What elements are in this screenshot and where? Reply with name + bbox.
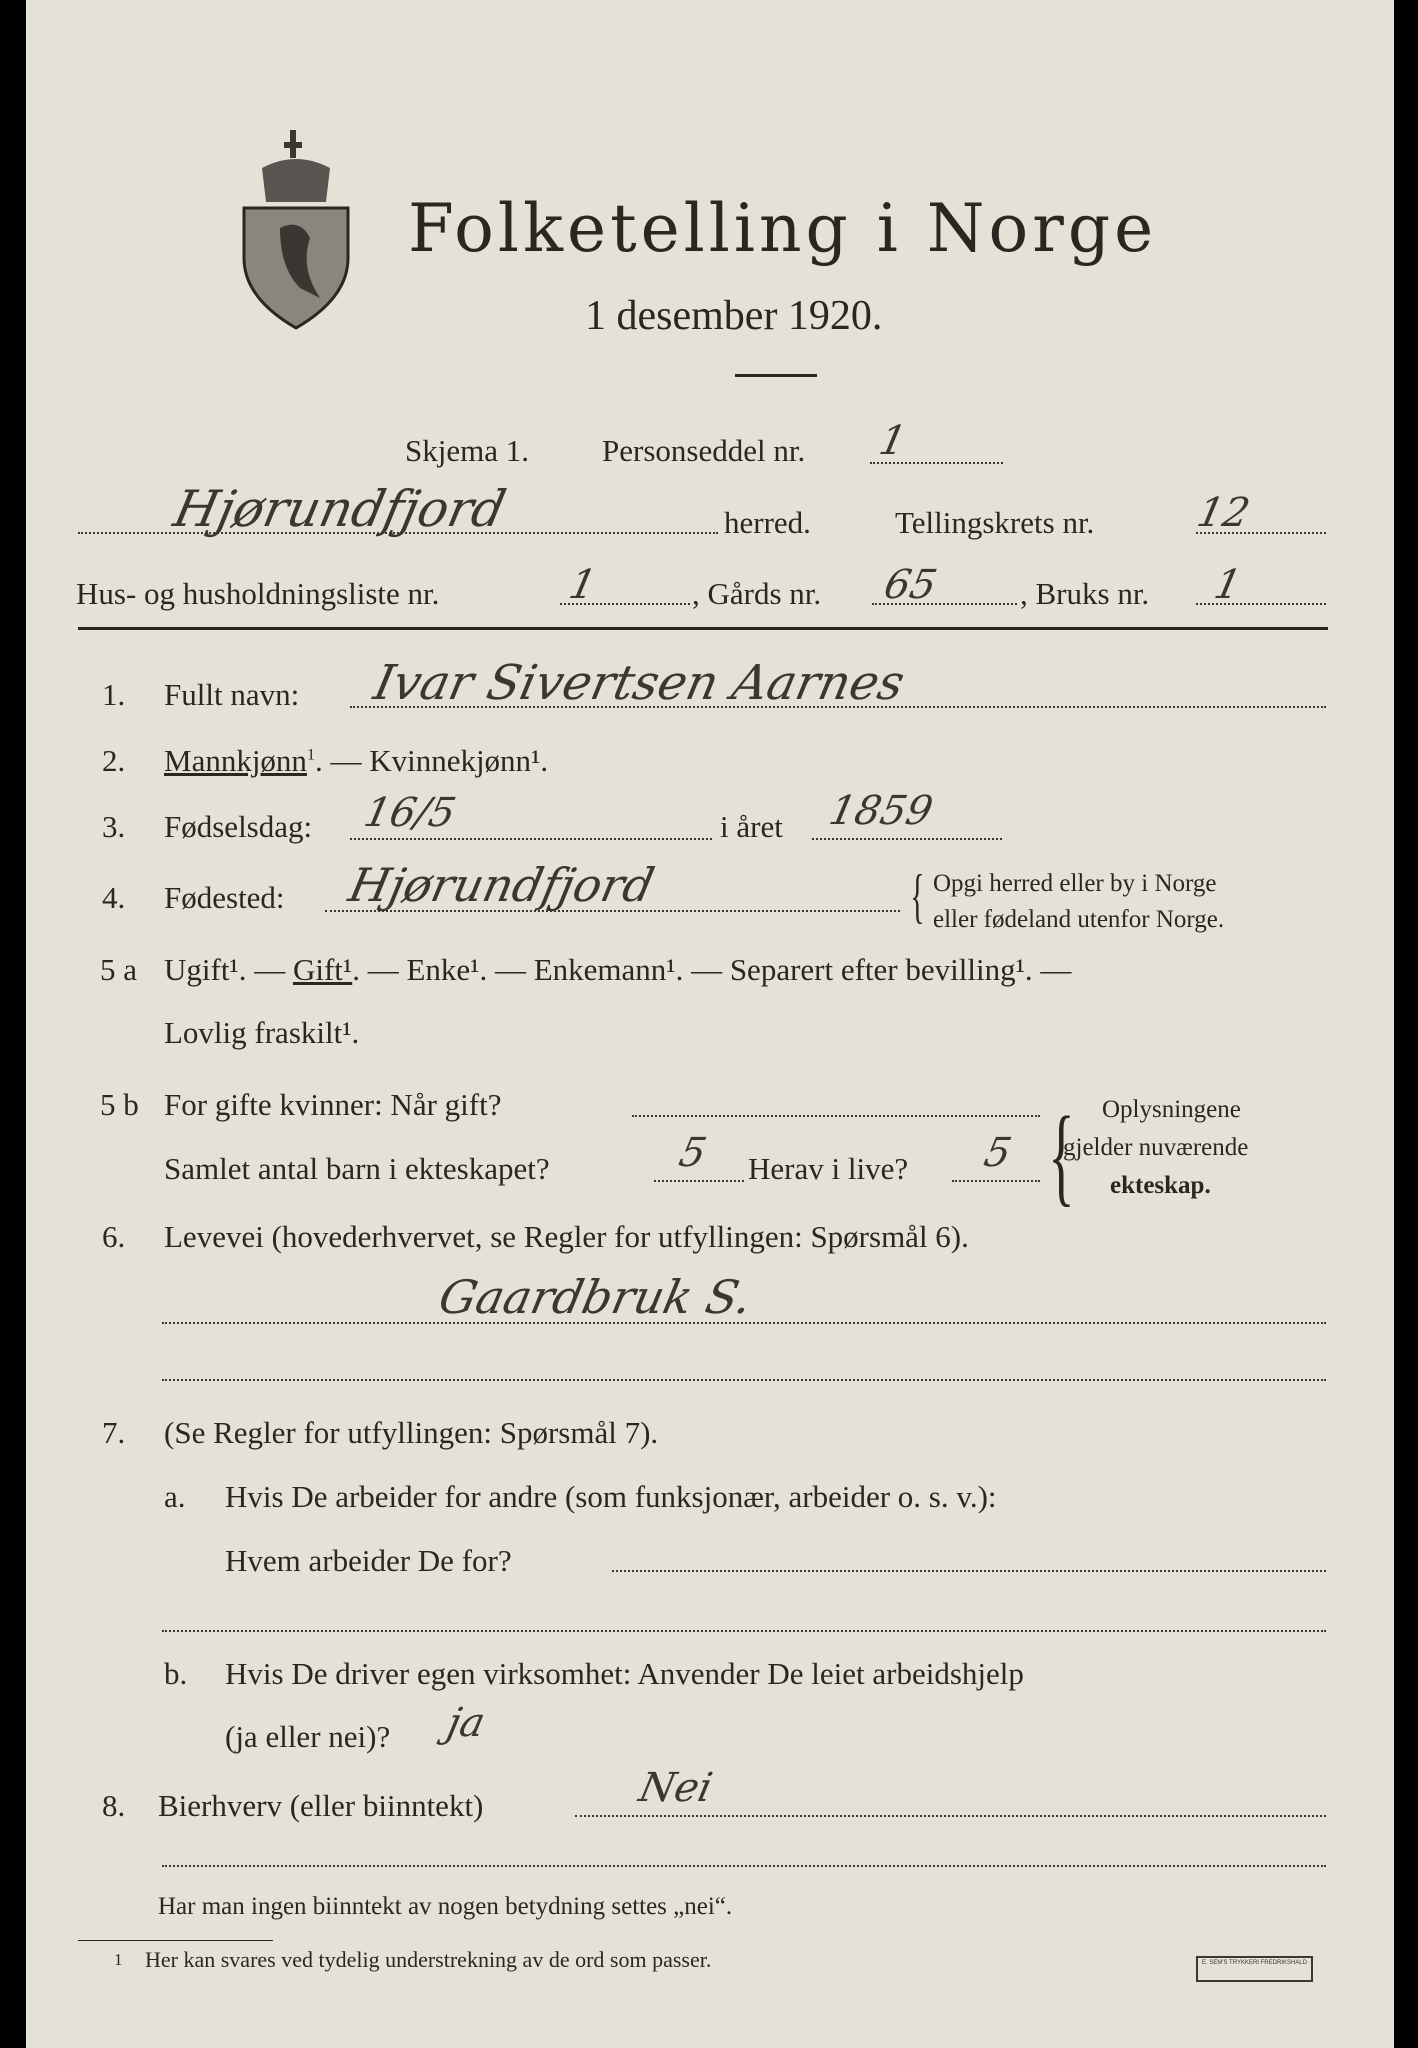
q6-label: Levevei (hovederhvervet, se Regler for utfyllingen: Spørsmål 6).: [164, 1219, 969, 1254]
divider: [735, 374, 817, 377]
fill-line: [812, 838, 1002, 840]
document-title: Folketelling i Norge: [408, 190, 1158, 267]
q5b-number: 5 b: [100, 1087, 139, 1122]
q2-number: 2.: [102, 743, 126, 778]
unmarried-option[interactable]: Ugift¹. —: [164, 952, 293, 987]
side-income-value[interactable]: Nei: [635, 1765, 717, 1811]
q1-label: Fullt navn:: [164, 677, 300, 712]
printer-stamp: E. SEM'S TRYKKERI FREDRIKSHALD: [1196, 1956, 1313, 1982]
skjema-label: Skjema 1.: [405, 433, 529, 468]
footnote-text: Her kan svares ved tydelig understrekning av de ord som passer.: [145, 1947, 712, 1972]
q5a-number: 5 a: [100, 952, 138, 987]
female-option[interactable]: . — Kvinnekjønn¹.: [314, 743, 549, 778]
fill-line: [162, 1630, 1326, 1632]
tellingskrets-value[interactable]: 12: [1193, 490, 1254, 536]
q7-number: 7.: [102, 1415, 126, 1450]
fill-line: [952, 1180, 1040, 1182]
personseddel-value[interactable]: 1: [875, 418, 911, 464]
other-options[interactable]: . — Enke¹. — Enkemann¹. — Separert efter bevilling¹. —: [352, 952, 1072, 987]
fill-line: [632, 1115, 1040, 1117]
children-label: Samlet antal barn i ekteskapet?: [164, 1151, 550, 1186]
q3-number: 3.: [102, 809, 126, 844]
husliste-label: Hus- og husholdningsliste nr.: [76, 576, 440, 611]
gards-value[interactable]: 65: [880, 562, 941, 608]
year-label: i året: [720, 809, 783, 844]
birthplace-value[interactable]: Hjørundfjord: [344, 858, 659, 912]
fill-line: [350, 838, 712, 840]
married-option[interactable]: Gift¹: [292, 952, 353, 987]
alive-label: Herav i live?: [748, 1151, 909, 1186]
children-value[interactable]: 5: [675, 1130, 711, 1176]
q4-number: 4.: [102, 880, 126, 915]
footnote-number: 1: [114, 1950, 123, 1969]
herred-label: herred.: [724, 505, 811, 540]
gards-label: , Gårds nr.: [692, 576, 822, 611]
bruks-value[interactable]: 1: [1210, 562, 1246, 608]
occupation-value[interactable]: Gaardbruk S.: [434, 1270, 757, 1324]
q7a-number: a.: [164, 1479, 186, 1514]
census-date: 1 desember 1920.: [585, 293, 883, 339]
herred-value[interactable]: Hjørundfjord: [168, 480, 511, 538]
fill-line: [162, 1322, 1326, 1324]
full-name-value[interactable]: Ivar Sivertsen Aarnes: [369, 655, 910, 711]
brace: {: [1048, 1094, 1075, 1216]
birth-year-value[interactable]: 1859: [825, 788, 937, 834]
fill-line: [162, 1379, 1326, 1381]
personseddel-label: Personseddel nr.: [602, 433, 806, 468]
q1-number: 1.: [102, 677, 126, 712]
header-divider: [78, 627, 1328, 630]
q5b-note-2: gjelder nuværende: [1063, 1134, 1249, 1161]
footnote-divider: [78, 1940, 273, 1941]
hired-help-value[interactable]: ja: [443, 1700, 490, 1746]
q7a-question: Hvem arbeider De for?: [225, 1543, 512, 1578]
q2-sex: [164, 743, 548, 779]
q5a-options: [164, 952, 1071, 988]
q5b-note-1: Oplysningene: [1102, 1096, 1241, 1123]
footer-note: Har man ingen biinntekt av nogen betydning settes „nei“.: [158, 1893, 733, 1920]
q8-label: Bierhverv (eller biinntekt): [158, 1788, 484, 1823]
alive-value[interactable]: 5: [980, 1130, 1016, 1176]
fill-line: [654, 1180, 744, 1182]
q3-label: Fødselsdag:: [164, 809, 313, 844]
q7b-label: Hvis De driver egen virksomhet: Anvender De leiet arbeidshjelp: [225, 1656, 1024, 1691]
q4-note-2: eller fødeland utenfor Norge.: [933, 906, 1225, 933]
footnote-ref: 1: [306, 746, 315, 764]
fill-line: [612, 1570, 1326, 1572]
fill-line: [162, 1865, 1326, 1867]
q7a-label: Hvis De arbeider for andre (som funksjonær, arbeider o. s. v.):: [225, 1479, 997, 1514]
fill-line: [575, 1815, 1326, 1817]
q4-note-1: Opgi herred eller by i Norge: [933, 870, 1217, 897]
q7b-number: b.: [164, 1656, 188, 1691]
bruks-label: , Bruks nr.: [1020, 576, 1150, 611]
divorced-option[interactable]: Lovlig fraskilt¹.: [164, 1015, 360, 1050]
birthday-value[interactable]: 16/5: [360, 790, 460, 836]
tellingskrets-label: Tellingskrets nr.: [895, 505, 1095, 540]
q7-label: (Se Regler for utfyllingen: Spørsmål 7).: [164, 1415, 659, 1450]
q5b-label: For gifte kvinner: Når gift?: [164, 1087, 502, 1122]
brace: {: [910, 863, 925, 929]
q4-label: Fødested:: [164, 880, 285, 915]
q8-number: 8.: [102, 1788, 126, 1823]
male-option[interactable]: Mannkjønn: [164, 743, 307, 778]
q6-number: 6.: [102, 1219, 126, 1254]
q5b-note-3: ekteskap.: [1110, 1172, 1211, 1199]
q7b-question: (ja eller nei)?: [225, 1719, 391, 1754]
husliste-value[interactable]: 1: [565, 562, 601, 608]
coat-of-arms-icon: [240, 128, 352, 330]
